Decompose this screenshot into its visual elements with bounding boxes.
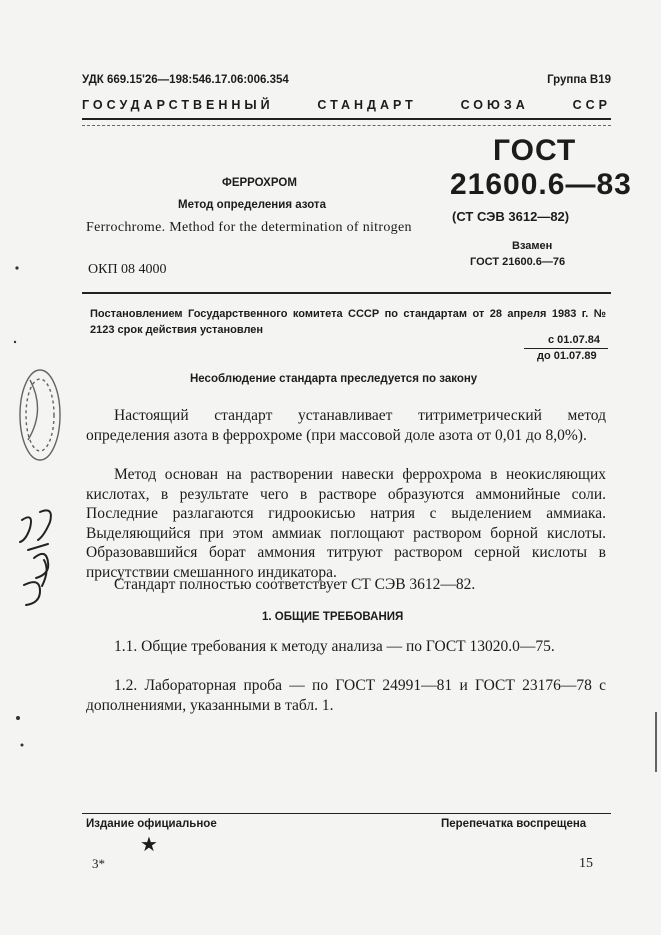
star-icon: ★ — [140, 834, 158, 856]
paragraph-conformity: Стандарт полностью соответствует СТ СЭВ 3612—82. — [114, 576, 476, 593]
group-code: Группа В19 — [547, 74, 611, 86]
replaced-standard: ГОСТ 21600.6—76 — [470, 256, 566, 268]
gost-label: ГОСТ — [493, 134, 577, 167]
state-standard-banner: ГОСУДАРСТВЕННЫЙ СТАНДАРТ СОЮЗА ССР — [82, 98, 611, 112]
gost-number: 21600.6—83 — [450, 168, 632, 201]
page-number: 15 — [579, 856, 593, 871]
paragraph-method: Метод основан на растворении навески феррохрома в неокисляющих кислотах, в результате чего в растворе образуются аммонийные соли. Последние разлагаются гидроокисью натрия с выделением аммиака. Выделяющийся при этом аммиак поглощают раствором борной кислоты. Образовавшийся борат аммония титруют раствором серной кислоты в присутствии смешанного индикатора. — [86, 466, 606, 581]
section-heading: 1. ОБЩИЕ ТРЕБОВАНИЯ — [262, 611, 404, 623]
reprint-notice: Перепечатка воспрещена — [441, 818, 587, 830]
udk-code: УДК 669.15'26—198:546.17.06:006.354 — [82, 74, 289, 86]
clause-1-2: 1.2. Лабораторная проба — по ГОСТ 24991—81 и ГОСТ 23176—78 с дополнениями, указанными в табл. 1. — [86, 677, 606, 714]
handwriting-note — [20, 510, 51, 605]
paragraph-scope: Настоящий стандарт устанавливает титриметрический метод определения азота в феррохроме (при массовой доле азота от 0,01 до 8,0%). — [86, 407, 606, 444]
scan-specks — [14, 266, 24, 746]
english-title: Ferrochrome. Method for the determination of nitrogen — [86, 220, 412, 235]
clause-1-1: 1.1. Общие требования к методу анализа — по ГОСТ 13020.0—75. — [114, 638, 555, 655]
effective-from: с 01.07.84 — [548, 334, 600, 346]
st-sev-number: (СТ СЭВ 3612—82) — [452, 209, 570, 224]
sheet-mark: 3* — [92, 856, 105, 871]
stamp-icon — [20, 370, 60, 460]
footer-rule — [82, 813, 611, 814]
effective-to: до 01.07.89 — [537, 350, 597, 362]
law-notice: Несоблюдение стандарта преследуется по закону — [190, 373, 478, 385]
method-title: Метод определения азота — [178, 199, 326, 211]
product-title: ФЕРРОХРОМ — [222, 177, 297, 189]
replaces-label: Взамен — [512, 240, 553, 252]
decree-text: Постановлением Государственного комитета СССР по стандартам от 28 апреля 1983 г. № 2123 срок действия установлен — [90, 308, 606, 336]
official-edition: Издание официальное — [86, 818, 217, 830]
okp-code: ОКП 08 4000 — [88, 262, 167, 277]
